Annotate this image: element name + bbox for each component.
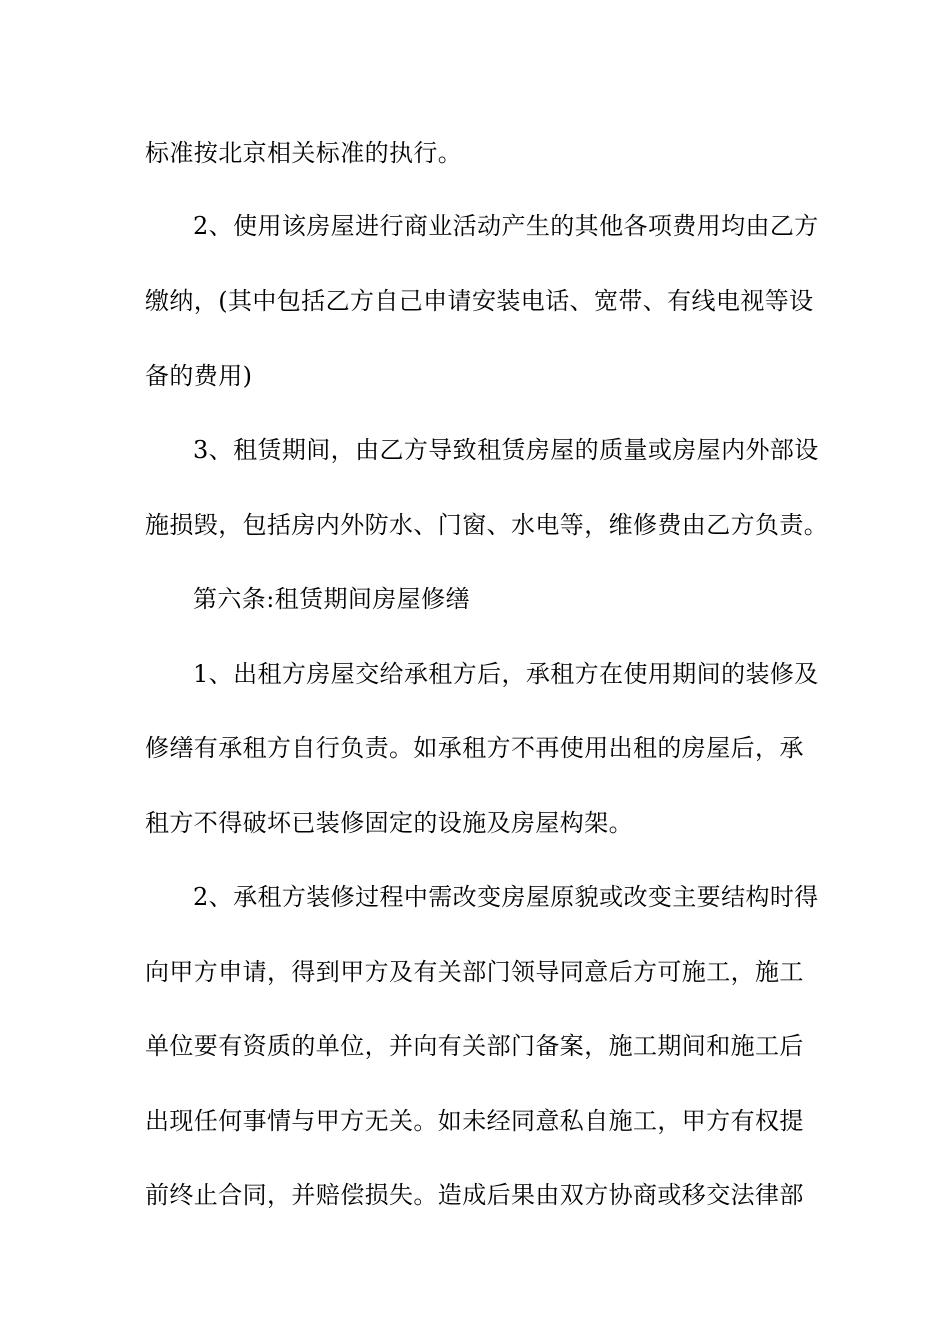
text-line-3: 缴纳，(其中包括乙方自己申请安装电话、宽带、有线电视等设 bbox=[145, 287, 814, 315]
text-line-10: 租方不得破坏已装修固定的设施及房屋构架。 bbox=[145, 809, 633, 837]
text-line-9: 修缮有承租方自行负责。如承租方不再使用出租的房屋后，承 bbox=[145, 734, 804, 762]
text-line-8: 1、出租方房屋交给承租方后，承租方在使用期间的装修及 bbox=[193, 660, 819, 688]
text-line-4: 备的费用) bbox=[145, 362, 253, 390]
text-line-14: 出现任何事情与甲方无关。如未经同意私自施工，甲方有权提 bbox=[145, 1107, 804, 1135]
text-line-15: 前终止合同，并赔偿损失。造成后果由双方协商或移交法律部 bbox=[145, 1181, 804, 1209]
text-line-12: 向甲方申请，得到甲方及有关部门领导同意后方可施工，施工 bbox=[145, 958, 804, 986]
text-line-5: 3、租赁期间，由乙方导致租赁房屋的质量或房屋内外部设 bbox=[193, 436, 819, 464]
text-line-6: 施损毁，包括房内外防水、门窗、水电等，维修费由乙方负责。 bbox=[145, 511, 829, 539]
text-line-13: 单位要有资质的单位，并向有关部门备案，施工期间和施工后 bbox=[145, 1032, 804, 1060]
section-heading-article-6: 第六条:租赁期间房屋修缮 bbox=[193, 585, 470, 613]
text-line-11: 2、承租方装修过程中需改变房屋原貌或改变主要结构时得 bbox=[193, 883, 819, 911]
text-line-2: 2、使用该房屋进行商业活动产生的其他各项费用均由乙方 bbox=[193, 212, 819, 240]
text-line-1: 标准按北京相关标准的执行。 bbox=[145, 139, 463, 167]
